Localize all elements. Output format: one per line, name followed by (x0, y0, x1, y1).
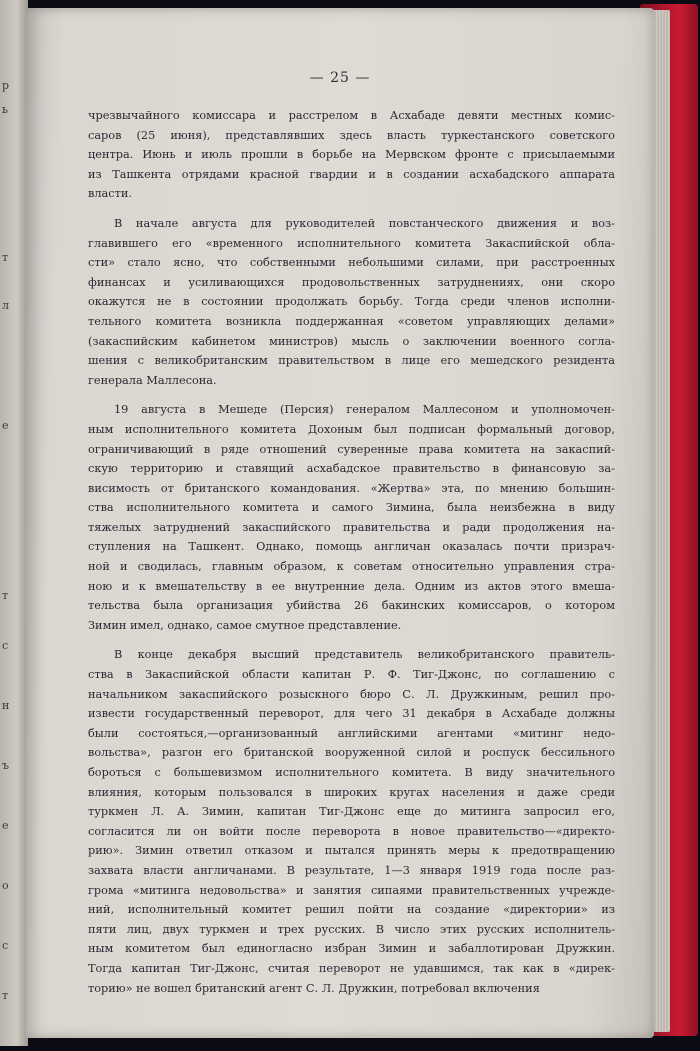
text-line: захвата власти англичанами. В результате, 1—3 января 1919 года после раз- (88, 863, 615, 877)
book-page (26, 8, 654, 1038)
paragraph (88, 106, 615, 204)
text-line: из Ташкента отрядами красной гвардии и в создании асхабадского аппарата (88, 167, 615, 181)
text-line: ства исполнительного комитета и самого Зимина, была неизбежна в виду (88, 501, 615, 515)
text-line: В начале августа для руководителей повстанческого движения и воз- (114, 216, 615, 230)
text-line: тяжелых затруднений закаспийского правительства и ради продолжения на- (88, 520, 615, 534)
paragraph (88, 645, 615, 998)
text-line: сти» стало ясно, что собственными небольшими силами, при расстроенных (88, 256, 615, 270)
previous-page-fragment: т (2, 989, 9, 1002)
text-line: власти. (88, 187, 132, 201)
paragraph (88, 214, 615, 390)
text-line: центра. Июнь и июль прошли в борьбе на Мервском фронте с присылаемыми (88, 148, 615, 162)
previous-page-fragment: н (2, 699, 10, 712)
text-line: рию». Зимин ответил отказом и пытался принять меры к предотвращению (88, 844, 615, 858)
previous-page-fragment: р (2, 79, 10, 92)
paragraph-gap (88, 204, 615, 214)
text-line: были состояться,—организованный английскими агентами «митинг недо- (88, 726, 615, 740)
paragraph-gap (88, 390, 615, 400)
previous-page-sliver (0, 0, 28, 1046)
text-line: генерала Маллесона. (88, 373, 217, 387)
text-line: висимость от британского командования. «Жертва» эта, по мнению большин- (88, 481, 615, 495)
text-line: ной и сводилась, главным образом, к советам относительно управления стра- (88, 560, 615, 574)
previous-page-fragment: л (2, 299, 9, 312)
text-line: финансах и усиливающихся продовольственных затруднениях, они скоро (88, 275, 615, 289)
text-line: ний, исполнительный комитет решил пойти на создание «директории» из (88, 903, 615, 917)
text-line: Зимин имел, однако, самое смутное представление. (88, 618, 402, 632)
previous-page-fragment: ь (2, 103, 8, 116)
text-line: 19 августа в Мешеде (Персия) генералом Маллесоном и уполномочен- (114, 403, 615, 417)
text-line: (закаспийским кабинетом министров) мысль о заключении военного согла- (88, 334, 615, 348)
paragraph-gap (88, 635, 615, 645)
text-line: пяти лиц, двух туркмен и трех русских. В число этих русских исполнитель- (88, 922, 615, 936)
text-line: тельного комитета возникла поддержанная «советом управляющих делами» (88, 314, 615, 328)
text-line: саров (25 июня), представлявших здесь власть туркестанского советского (88, 128, 615, 142)
text-line: В конце декабря высший представитель великобританского правитель- (114, 648, 615, 662)
text-line: ным комитетом был единогласно избран Зимин и забаллотирован Дружкин. (88, 942, 615, 956)
page-number: — 25 — (309, 70, 371, 86)
text-line: ным исполнительного комитета Дохоным был подписан формальный договор, (88, 422, 615, 436)
text-line: главившего его «временного исполнительного комитета Закаспийской обла- (88, 236, 615, 250)
text-line: Тогда капитан Тиг-Джонс, считая переворот не удавшимся, так как в «дирек- (88, 961, 615, 975)
text-line: шения с великобританским правительством в лице его мешедского резидента (88, 354, 615, 368)
text-line: вольства», разгон его британской вооруженной силой и роспуск бессильного (88, 746, 615, 760)
previous-page-fragment: е (2, 419, 9, 432)
text-line: туркмен Л. А. Зимин, капитан Тиг-Джонс еще до митинга запросил его, (88, 805, 615, 819)
text-line: окажутся не в состоянии продолжать борьбу. Тогда среди членов исполни- (88, 295, 615, 309)
previous-page-fragment: о (2, 879, 9, 892)
text-line: начальником закаспийского розыскного бюро С. Л. Дружкиным, решил про- (88, 687, 615, 701)
text-line: торию» не вошел британский агент С. Л. Дружкин, потребовал включения (88, 981, 540, 995)
text-line: чрезвычайного комиссара и расстрелом в Асхабаде девяти местных комис- (88, 109, 615, 122)
text-line: ства в Закаспийской области капитан Р. Ф. Тиг-Джонс, по соглашению с (88, 668, 615, 682)
paragraph (88, 400, 615, 635)
previous-page-fragment: е (2, 819, 9, 832)
text-line: грома «митинга недовольства» и занятия сипаями правительственных учрежде- (88, 883, 615, 897)
previous-page-fragment: ъ (2, 759, 9, 772)
text-block (88, 106, 615, 998)
previous-page-fragment: с (2, 639, 9, 652)
text-line: ограничивающий в ряде отношений суверенные права комитета на закаспий- (88, 442, 615, 456)
previous-page-fragment: т (2, 589, 9, 602)
text-line: ною и к вмешательству в ее внутренние дела. Одним из актов этого вмеша- (88, 579, 615, 593)
text-line: скую территорию и ставящий асхабадское правительство в финансовую за- (88, 462, 615, 476)
text-line: влияния, которым пользовался в широких кругах населения и даже среди (88, 785, 615, 799)
text-line: ступления на Ташкент. Однако, помощь англичан оказалась почти призрач- (88, 540, 615, 554)
text-line: тельства была организация убийства 26 бакинских комиссаров, о котором (88, 599, 615, 613)
previous-page-fragment: с (2, 939, 9, 952)
text-line: извести государственный переворот, для чего 31 декабря в Асхабаде должны (88, 707, 615, 721)
text-line: согласится ли он войти после переворота в новое правительство—«директо- (88, 824, 615, 838)
previous-page-fragment: т (2, 251, 9, 264)
text-line: бороться с большевизмом исполнительного комитета. В виду значительного (88, 766, 615, 779)
